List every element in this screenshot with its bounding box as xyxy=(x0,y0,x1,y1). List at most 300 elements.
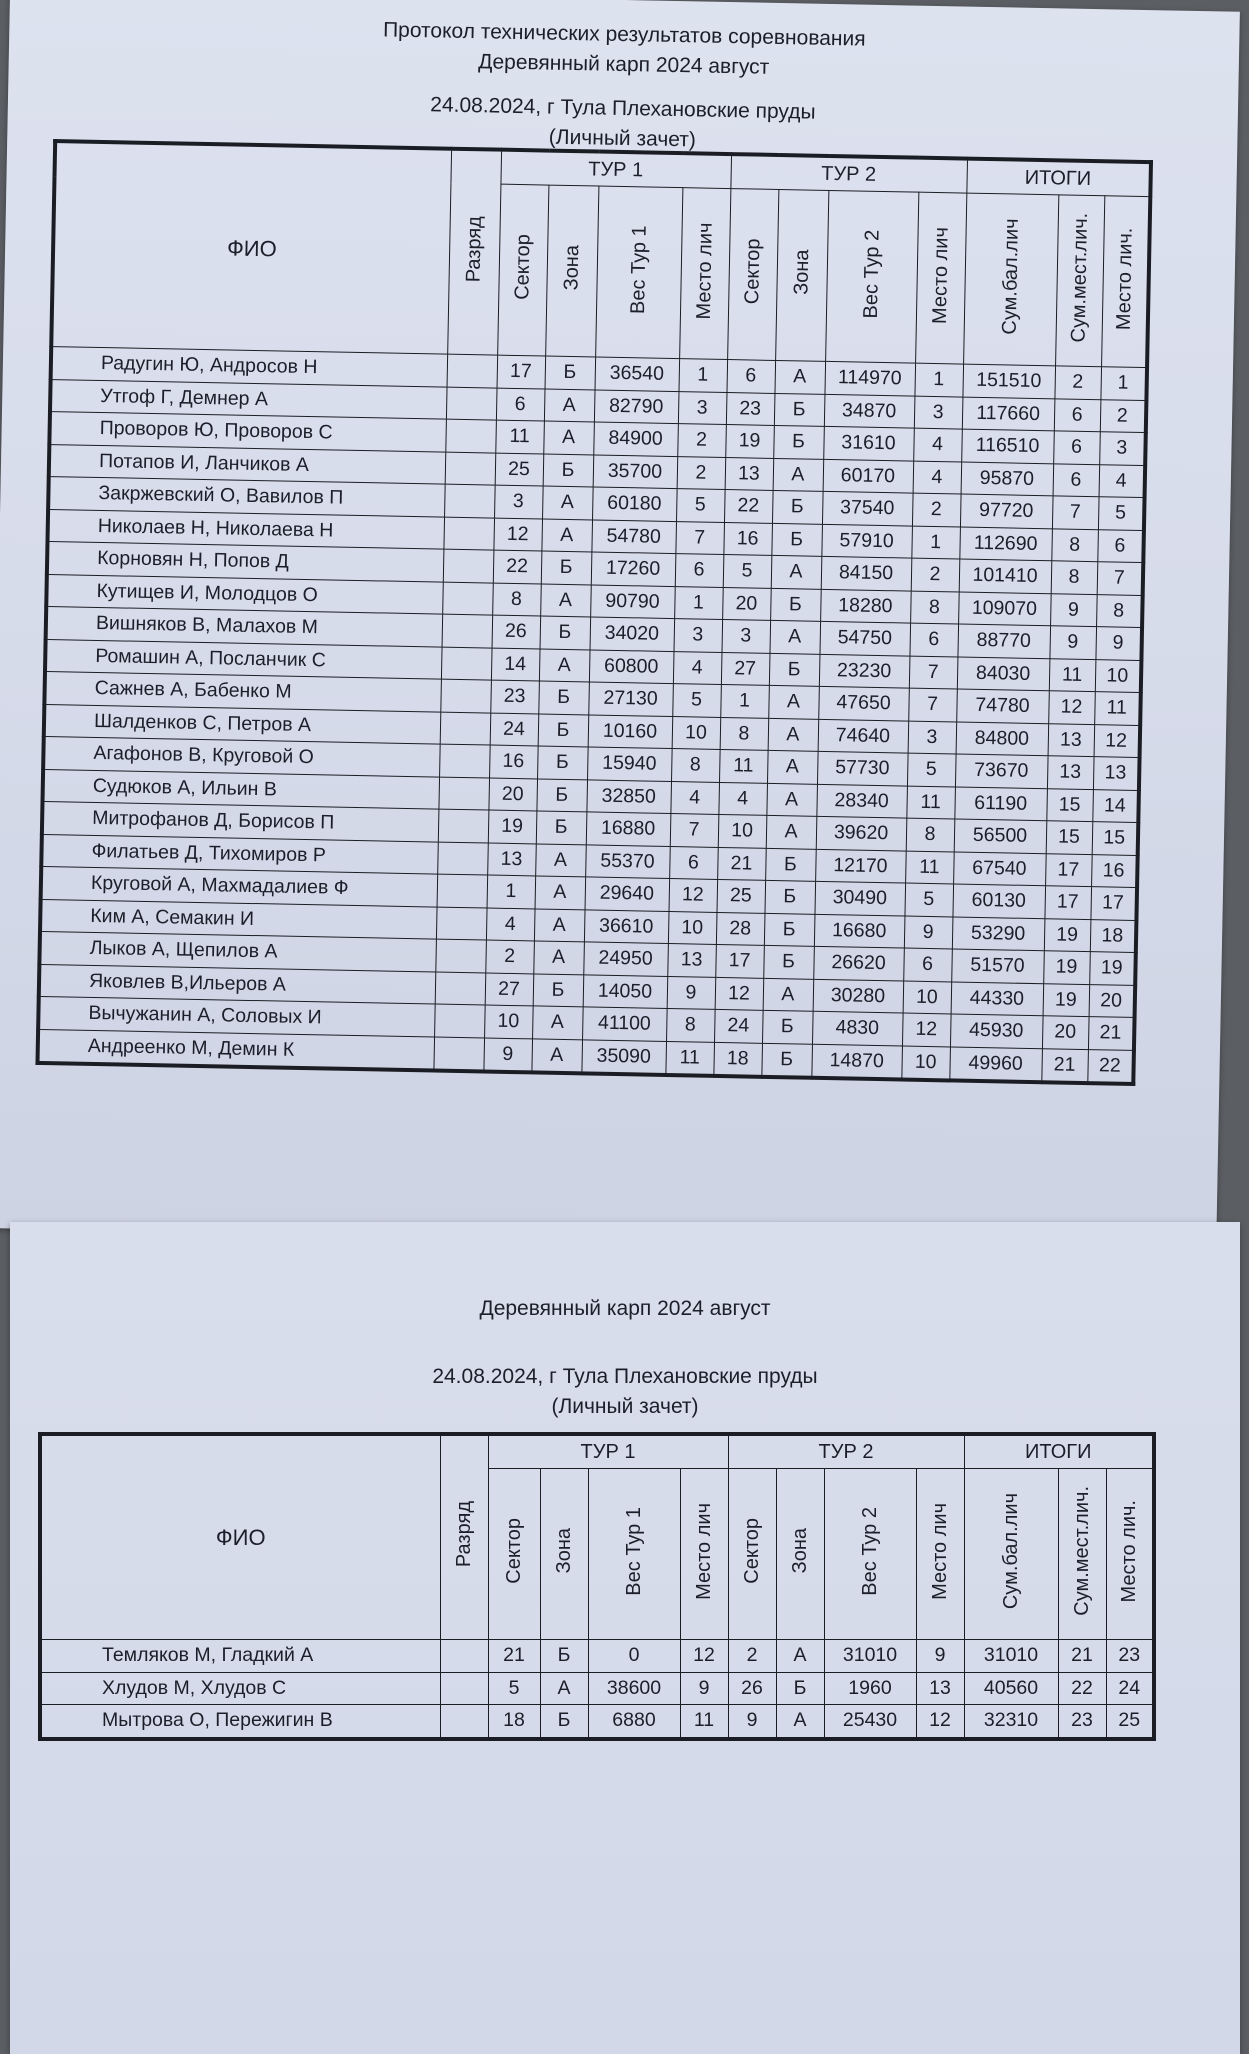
razryad-cell xyxy=(444,484,495,517)
final-place-cell: 11 xyxy=(1094,692,1141,725)
place-2-cell: 7 xyxy=(909,656,958,689)
sector-2-cell: 18 xyxy=(713,1042,762,1077)
sum-places-cell: 15 xyxy=(1046,788,1093,821)
place-2-cell: 6 xyxy=(909,623,958,656)
header-zone: Зона xyxy=(545,185,598,357)
razryad-cell xyxy=(440,1705,488,1739)
sector-2-cell: 27 xyxy=(721,652,770,685)
zone-2-cell: Б xyxy=(763,945,814,978)
final-place-cell: 12 xyxy=(1094,724,1141,757)
sector-1-cell: 24 xyxy=(490,713,539,746)
place-2-cell: 5 xyxy=(904,883,953,916)
weight-2-cell: 16680 xyxy=(814,914,905,948)
place-1-cell: 8 xyxy=(671,749,720,782)
sum-points-cell: 67540 xyxy=(953,851,1046,885)
sector-2-cell: 4 xyxy=(718,782,767,815)
razryad-cell xyxy=(437,874,488,907)
participant-name: Ромашин А, Посланчик С xyxy=(45,639,442,679)
sum-points-cell: 95870 xyxy=(961,462,1054,496)
sector-1-cell: 4 xyxy=(486,908,535,941)
sum-points-cell: 97720 xyxy=(960,494,1053,528)
zone-2-cell: Б xyxy=(776,1672,824,1705)
participant-name: Корновян Н, Попов Д xyxy=(47,542,444,582)
header-razryad: Разряд xyxy=(440,1434,488,1640)
final-place-cell: 2 xyxy=(1100,399,1147,432)
sum-places-cell: 23 xyxy=(1058,1705,1106,1739)
final-place-cell: 3 xyxy=(1099,432,1146,465)
zone-1-cell: Б xyxy=(545,356,596,389)
header-weight1: Вес Тур 1 xyxy=(595,186,682,359)
weight-1-cell: 29640 xyxy=(585,877,670,911)
sector-2-cell: 2 xyxy=(728,1640,776,1673)
zone-2-cell: А xyxy=(769,620,820,653)
weight-1-cell: 27130 xyxy=(588,682,673,716)
final-place-cell: 18 xyxy=(1090,919,1137,952)
header-sector: Сектор xyxy=(488,1469,540,1640)
sum-places-cell: 13 xyxy=(1047,756,1094,789)
zone-2-cell: Б xyxy=(774,393,825,426)
header-place: Место лич xyxy=(679,188,730,360)
header-final-place: Место лич. xyxy=(1101,196,1150,368)
sector-1-cell: 26 xyxy=(492,615,541,648)
weight-1-cell: 60800 xyxy=(589,649,674,683)
zone-1-cell: Б xyxy=(536,778,587,811)
participant-name: Круговой А, Махмадалиев Ф xyxy=(41,866,438,906)
razryad-cell xyxy=(445,452,496,485)
razryad-cell xyxy=(437,842,488,875)
place-2-cell: 2 xyxy=(911,558,960,591)
results-body-1 xyxy=(37,347,1147,1084)
razryad-cell xyxy=(440,1672,488,1705)
weight-1-cell: 17260 xyxy=(591,552,676,586)
weight-2-cell: 74640 xyxy=(818,719,909,753)
sector-1-cell: 13 xyxy=(487,843,536,876)
sum-points-cell: 32310 xyxy=(964,1705,1058,1739)
place-2-cell: 4 xyxy=(913,461,962,494)
sector-1-cell: 23 xyxy=(490,680,539,713)
sector-1-cell: 3 xyxy=(494,485,543,518)
sector-2-cell: 1 xyxy=(720,684,769,717)
place-2-cell: 11 xyxy=(905,851,954,884)
sum-places-cell: 6 xyxy=(1053,431,1100,464)
weight-2-cell: 30490 xyxy=(814,881,905,915)
header-sum-points: Сум.бал.лич xyxy=(963,193,1058,366)
sum-points-cell: 40560 xyxy=(964,1672,1058,1705)
sector-2-cell: 28 xyxy=(716,912,765,945)
zone-1-cell: А xyxy=(544,389,595,422)
weight-2-cell: 34870 xyxy=(824,394,915,428)
razryad-cell xyxy=(434,1004,485,1037)
weight-2-cell: 26620 xyxy=(813,946,904,980)
header-totals: ИТОГИ xyxy=(966,159,1151,197)
final-place-cell: 1 xyxy=(1100,367,1147,400)
sector-2-cell: 25 xyxy=(717,879,766,912)
participant-name: Митрофанов Д, Борисов П xyxy=(42,801,439,841)
sector-1-cell: 19 xyxy=(488,810,537,843)
place-2-cell: 7 xyxy=(908,688,957,721)
place-2-cell: 1 xyxy=(911,526,960,559)
participant-name: Ким А, Семакин И xyxy=(40,899,437,939)
event-name: Деревянный карп 2024 август xyxy=(478,50,770,79)
weight-1-cell: 82790 xyxy=(594,389,679,423)
table-row xyxy=(40,1640,1154,1673)
sum-places-cell: 20 xyxy=(1042,1016,1089,1049)
weight-2-cell: 25430 xyxy=(824,1705,916,1739)
place-1-cell: 9 xyxy=(667,976,716,1009)
sector-1-cell: 27 xyxy=(485,972,534,1005)
sector-1-cell: 12 xyxy=(493,518,542,551)
place-2-cell: 12 xyxy=(902,1013,951,1046)
razryad-cell xyxy=(440,679,491,712)
zone-2-cell: А xyxy=(768,718,819,751)
place-1-cell: 11 xyxy=(680,1705,728,1739)
sector-1-cell: 21 xyxy=(488,1640,540,1673)
weight-1-cell: 14050 xyxy=(583,974,668,1008)
participant-name: Утгоф Г, Демнер А xyxy=(50,379,447,419)
sum-places-cell: 6 xyxy=(1053,463,1100,496)
sum-points-cell: 51570 xyxy=(951,949,1044,983)
weight-1-cell: 34020 xyxy=(590,617,675,651)
zone-1-cell: А xyxy=(532,1006,583,1039)
zone-1-cell: А xyxy=(539,648,590,681)
sector-2-cell: 24 xyxy=(714,1009,763,1042)
place-2-cell: 4 xyxy=(913,428,962,461)
weight-1-cell: 60180 xyxy=(592,487,677,521)
protocol-title: Протокол технических результатов соревнования xyxy=(382,18,866,51)
sum-points-cell: 101410 xyxy=(959,559,1052,593)
sum-points-cell: 31010 xyxy=(964,1640,1058,1673)
zone-1-cell: Б xyxy=(540,1705,588,1739)
weight-1-cell: 41100 xyxy=(582,1007,667,1041)
zone-2-cell: Б xyxy=(772,490,823,523)
sector-1-cell: 17 xyxy=(497,355,546,388)
participant-name: Мытрова О, Пережигин В xyxy=(40,1705,440,1739)
final-place-cell: 21 xyxy=(1088,1017,1135,1050)
header-place: Место лич xyxy=(916,1469,964,1640)
sector-1-cell: 5 xyxy=(488,1672,540,1705)
weight-1-cell: 36540 xyxy=(595,357,680,391)
sum-points-cell: 74780 xyxy=(956,689,1049,723)
zone-1-cell: Б xyxy=(541,551,592,584)
header-weight1: Вес Тур 1 xyxy=(588,1469,680,1640)
zone-2-cell: А xyxy=(776,1705,824,1739)
place-1-cell: 4 xyxy=(670,781,719,814)
weight-1-cell: 16880 xyxy=(586,812,671,846)
header-tour1: ТУР 1 xyxy=(488,1434,728,1469)
zone-1-cell: Б xyxy=(543,454,594,487)
place-2-cell: 1 xyxy=(914,363,963,396)
header-sum-places: Сум.мест.лич. xyxy=(1058,1469,1106,1640)
weight-1-cell: 38600 xyxy=(588,1672,680,1705)
zone-1-cell: А xyxy=(535,843,586,876)
place-1-cell: 5 xyxy=(676,489,725,522)
sum-places-cell: 11 xyxy=(1049,658,1096,691)
final-place-cell: 20 xyxy=(1089,984,1136,1017)
results-body-2 xyxy=(40,1640,1154,1739)
place-1-cell: 12 xyxy=(680,1640,728,1673)
weight-1-cell: 24950 xyxy=(583,942,668,976)
sum-places-cell: 13 xyxy=(1048,723,1095,756)
sector-2-cell: 8 xyxy=(720,717,769,750)
razryad-cell xyxy=(435,939,486,972)
sum-points-cell: 112690 xyxy=(959,527,1052,561)
final-place-cell: 4 xyxy=(1099,464,1146,497)
place-2-cell: 9 xyxy=(916,1640,964,1673)
weight-1-cell: 15940 xyxy=(587,747,672,781)
place-1-cell: 6 xyxy=(669,846,718,879)
sector-2-cell: 23 xyxy=(726,392,775,425)
sum-points-cell: 60130 xyxy=(952,884,1045,918)
participant-name: Николаев Н, Николаева Н xyxy=(47,509,444,549)
final-place-cell: 17 xyxy=(1090,887,1137,920)
razryad-cell xyxy=(443,517,494,550)
sum-places-cell: 9 xyxy=(1050,593,1097,626)
weight-2-cell: 14870 xyxy=(811,1044,902,1080)
participant-name: Темляков М, Гладкий А xyxy=(40,1640,440,1673)
razryad-cell xyxy=(446,387,497,420)
sector-1-cell: 6 xyxy=(496,388,545,421)
place-1-cell: 13 xyxy=(667,943,716,976)
header-totals: ИТОГИ xyxy=(964,1434,1154,1469)
zone-2-cell: Б xyxy=(762,1010,813,1043)
zone-2-cell: А xyxy=(768,685,819,718)
sum-points-cell: 109070 xyxy=(958,592,1051,626)
sum-places-cell: 19 xyxy=(1043,951,1090,984)
weight-2-cell: 30280 xyxy=(813,979,904,1013)
place-2-cell: 11 xyxy=(906,786,955,819)
sum-points-cell: 45930 xyxy=(950,1014,1043,1048)
sum-places-cell: 7 xyxy=(1052,496,1099,529)
zone-2-cell: Б xyxy=(771,523,822,556)
participant-name: Агафонов В, Круговой О xyxy=(43,736,440,776)
sector-1-cell: 2 xyxy=(485,940,534,973)
zone-2-cell: А xyxy=(766,783,817,816)
zone-2-cell: Б xyxy=(761,1043,812,1078)
participant-name: Филатьев Д, Тихомиров Р xyxy=(41,834,438,874)
sum-points-cell: 49960 xyxy=(949,1046,1042,1082)
weight-2-cell: 31010 xyxy=(824,1640,916,1673)
place-1-cell: 1 xyxy=(674,586,723,619)
protocol-sheet-2 xyxy=(10,1222,1240,2054)
sum-points-cell: 44330 xyxy=(951,981,1044,1015)
sum-places-cell: 22 xyxy=(1058,1672,1106,1705)
header-zone: Зона xyxy=(540,1469,588,1640)
place-2-cell: 10 xyxy=(903,981,952,1014)
sector-2-cell: 10 xyxy=(718,814,767,847)
date-place: 24.08.2024, г Тула Плехановские пруды xyxy=(432,1365,818,1388)
zone-1-cell: А xyxy=(535,876,586,909)
zone-2-cell: Б xyxy=(773,425,824,458)
final-place-cell: 5 xyxy=(1098,497,1145,530)
zone-2-cell: А xyxy=(774,360,825,393)
place-2-cell: 5 xyxy=(907,753,956,786)
sum-places-cell: 2 xyxy=(1054,366,1101,399)
weight-2-cell: 37540 xyxy=(822,491,913,525)
sum-points-cell: 116510 xyxy=(961,429,1054,463)
header-sector: Сектор xyxy=(727,189,778,361)
sum-places-cell: 19 xyxy=(1043,983,1090,1016)
zone-1-cell: Б xyxy=(540,616,591,649)
sum-places-cell: 6 xyxy=(1054,398,1101,431)
place-1-cell: 7 xyxy=(675,521,724,554)
place-1-cell: 7 xyxy=(670,814,719,847)
zone-1-cell: Б xyxy=(540,1640,588,1673)
razryad-cell xyxy=(436,907,487,940)
weight-2-cell: 1960 xyxy=(824,1672,916,1705)
sector-2-cell: 21 xyxy=(717,847,766,880)
final-place-cell: 15 xyxy=(1092,822,1139,855)
sector-2-cell: 12 xyxy=(715,977,764,1010)
header-place: Место лич xyxy=(915,192,966,364)
header-sum-points: Сум.бал.лич xyxy=(964,1469,1058,1640)
participant-name: Шалденков С, Петров А xyxy=(44,704,441,744)
table-row xyxy=(40,1672,1154,1705)
sum-places-cell: 12 xyxy=(1048,691,1095,724)
final-place-cell: 24 xyxy=(1106,1672,1154,1705)
place-2-cell: 9 xyxy=(904,916,953,949)
results-table-2 xyxy=(38,1432,1156,1741)
place-1-cell: 9 xyxy=(680,1672,728,1705)
sum-places-cell: 15 xyxy=(1046,821,1093,854)
header-fio: ФИО xyxy=(40,1434,440,1640)
table-row xyxy=(40,1705,1154,1739)
zone-1-cell: А xyxy=(542,486,593,519)
weight-1-cell: 10160 xyxy=(588,714,673,748)
participant-name: Проворов Ю, Проворов С xyxy=(49,412,446,452)
zone-1-cell: А xyxy=(540,1672,588,1705)
weight-1-cell: 55370 xyxy=(585,844,670,878)
zone-1-cell: Б xyxy=(536,811,587,844)
sum-places-cell: 8 xyxy=(1051,528,1098,561)
zone-1-cell: Б xyxy=(538,681,589,714)
sector-2-cell: 5 xyxy=(723,554,772,587)
place-1-cell: 5 xyxy=(672,684,721,717)
sector-2-cell: 19 xyxy=(725,425,774,458)
sum-points-cell: 56500 xyxy=(954,819,1047,853)
participant-name: Вычужанин А, Соловых И xyxy=(38,996,435,1036)
razryad-cell xyxy=(441,647,492,680)
place-2-cell: 2 xyxy=(912,493,961,526)
sum-points-cell: 151510 xyxy=(962,364,1055,398)
final-place-cell: 13 xyxy=(1093,757,1140,790)
sum-places-cell: 19 xyxy=(1044,918,1091,951)
sector-1-cell: 10 xyxy=(484,1005,533,1038)
weight-2-cell: 47650 xyxy=(818,686,909,720)
weight-2-cell: 57910 xyxy=(821,524,912,558)
header-tour2: ТУР 2 xyxy=(730,154,967,193)
zone-1-cell: А xyxy=(534,908,585,941)
zone-1-cell: А xyxy=(543,421,594,454)
sector-2-cell: 3 xyxy=(722,619,771,652)
razryad-cell xyxy=(433,1037,484,1072)
place-2-cell: 8 xyxy=(906,818,955,851)
zone-2-cell: А xyxy=(776,1640,824,1673)
razryad-cell xyxy=(447,354,498,387)
sum-points-cell: 84030 xyxy=(957,657,1050,691)
place-1-cell: 2 xyxy=(677,424,726,457)
header-final-place: Место лич. xyxy=(1106,1469,1154,1640)
final-place-cell: 23 xyxy=(1106,1640,1154,1673)
zone-2-cell: Б xyxy=(770,588,821,621)
razryad-cell xyxy=(439,744,490,777)
sum-places-cell: 17 xyxy=(1044,886,1091,919)
sum-points-cell: 88770 xyxy=(957,624,1050,658)
razryad-cell xyxy=(442,582,493,615)
place-2-cell: 12 xyxy=(916,1705,964,1739)
weight-1-cell: 36610 xyxy=(584,909,669,943)
sum-places-cell: 21 xyxy=(1041,1048,1088,1083)
razryad-cell xyxy=(435,972,486,1005)
header-tour2: ТУР 2 xyxy=(728,1434,964,1469)
sum-points-cell: 53290 xyxy=(952,916,1045,950)
header-razryad: Разряд xyxy=(447,149,501,355)
participant-name: Лыков А, Щепилов А xyxy=(39,931,436,971)
header-tour1: ТУР 1 xyxy=(500,150,731,189)
header-weight2: Вес Тур 2 xyxy=(825,190,918,363)
final-place-cell: 9 xyxy=(1095,627,1142,660)
final-place-cell: 7 xyxy=(1097,562,1144,595)
zone-1-cell: А xyxy=(541,519,592,552)
final-place-cell: 25 xyxy=(1106,1705,1154,1739)
sum-points-cell: 61190 xyxy=(954,786,1047,820)
sector-2-cell: 17 xyxy=(715,944,764,977)
zone-1-cell: Б xyxy=(533,973,584,1006)
date-place: 24.08.2024, г Тула Плехановские пруды xyxy=(430,93,816,124)
sector-1-cell: 11 xyxy=(495,420,544,453)
header-sum-places: Сум.мест.лич. xyxy=(1055,195,1104,367)
zone-2-cell: А xyxy=(766,815,817,848)
participant-name: Яковлев В,Ильеров А xyxy=(39,964,436,1004)
place-2-cell: 13 xyxy=(916,1672,964,1705)
category: (Личный зачет) xyxy=(551,1395,699,1418)
sector-1-cell: 25 xyxy=(495,453,544,486)
weight-2-cell: 28340 xyxy=(816,784,907,818)
place-1-cell: 4 xyxy=(673,651,722,684)
sector-1-cell: 14 xyxy=(491,648,540,681)
zone-1-cell: А xyxy=(533,941,584,974)
sum-places-cell: 8 xyxy=(1051,561,1098,594)
razryad-cell xyxy=(438,809,489,842)
razryad-cell xyxy=(445,419,496,452)
weight-2-cell: 114970 xyxy=(824,361,915,395)
final-place-cell: 19 xyxy=(1089,952,1136,985)
results-table-1 xyxy=(35,139,1153,1086)
participant-name: Судюков А, Ильин В xyxy=(43,769,440,809)
participant-name: Закржевский О, Вавилов П xyxy=(48,477,445,517)
weight-2-cell: 31610 xyxy=(823,426,914,460)
sector-2-cell: 13 xyxy=(725,457,774,490)
header-zone: Зона xyxy=(775,189,828,361)
participant-name: Радугин Ю, Андросов Н xyxy=(51,347,448,387)
place-1-cell: 3 xyxy=(674,619,723,652)
weight-2-cell: 4830 xyxy=(812,1011,903,1045)
weight-1-cell: 90790 xyxy=(590,584,675,618)
weight-2-cell: 84150 xyxy=(821,556,912,590)
sector-1-cell: 1 xyxy=(487,875,536,908)
header-zone: Зона xyxy=(776,1469,824,1640)
place-1-cell: 2 xyxy=(677,456,726,489)
participant-name: Вишняков В, Малахов М xyxy=(46,607,443,647)
zone-1-cell: Б xyxy=(537,746,588,779)
weight-1-cell: 6880 xyxy=(588,1705,680,1739)
weight-2-cell: 12170 xyxy=(815,849,906,883)
sector-2-cell: 26 xyxy=(728,1672,776,1705)
participant-name: Хлудов М, Хлудов С xyxy=(40,1672,440,1705)
sum-places-cell: 17 xyxy=(1045,853,1092,886)
final-place-cell: 22 xyxy=(1087,1049,1134,1084)
event-name: Деревянный карп 2024 август xyxy=(479,1297,771,1320)
place-1-cell: 3 xyxy=(678,391,727,424)
